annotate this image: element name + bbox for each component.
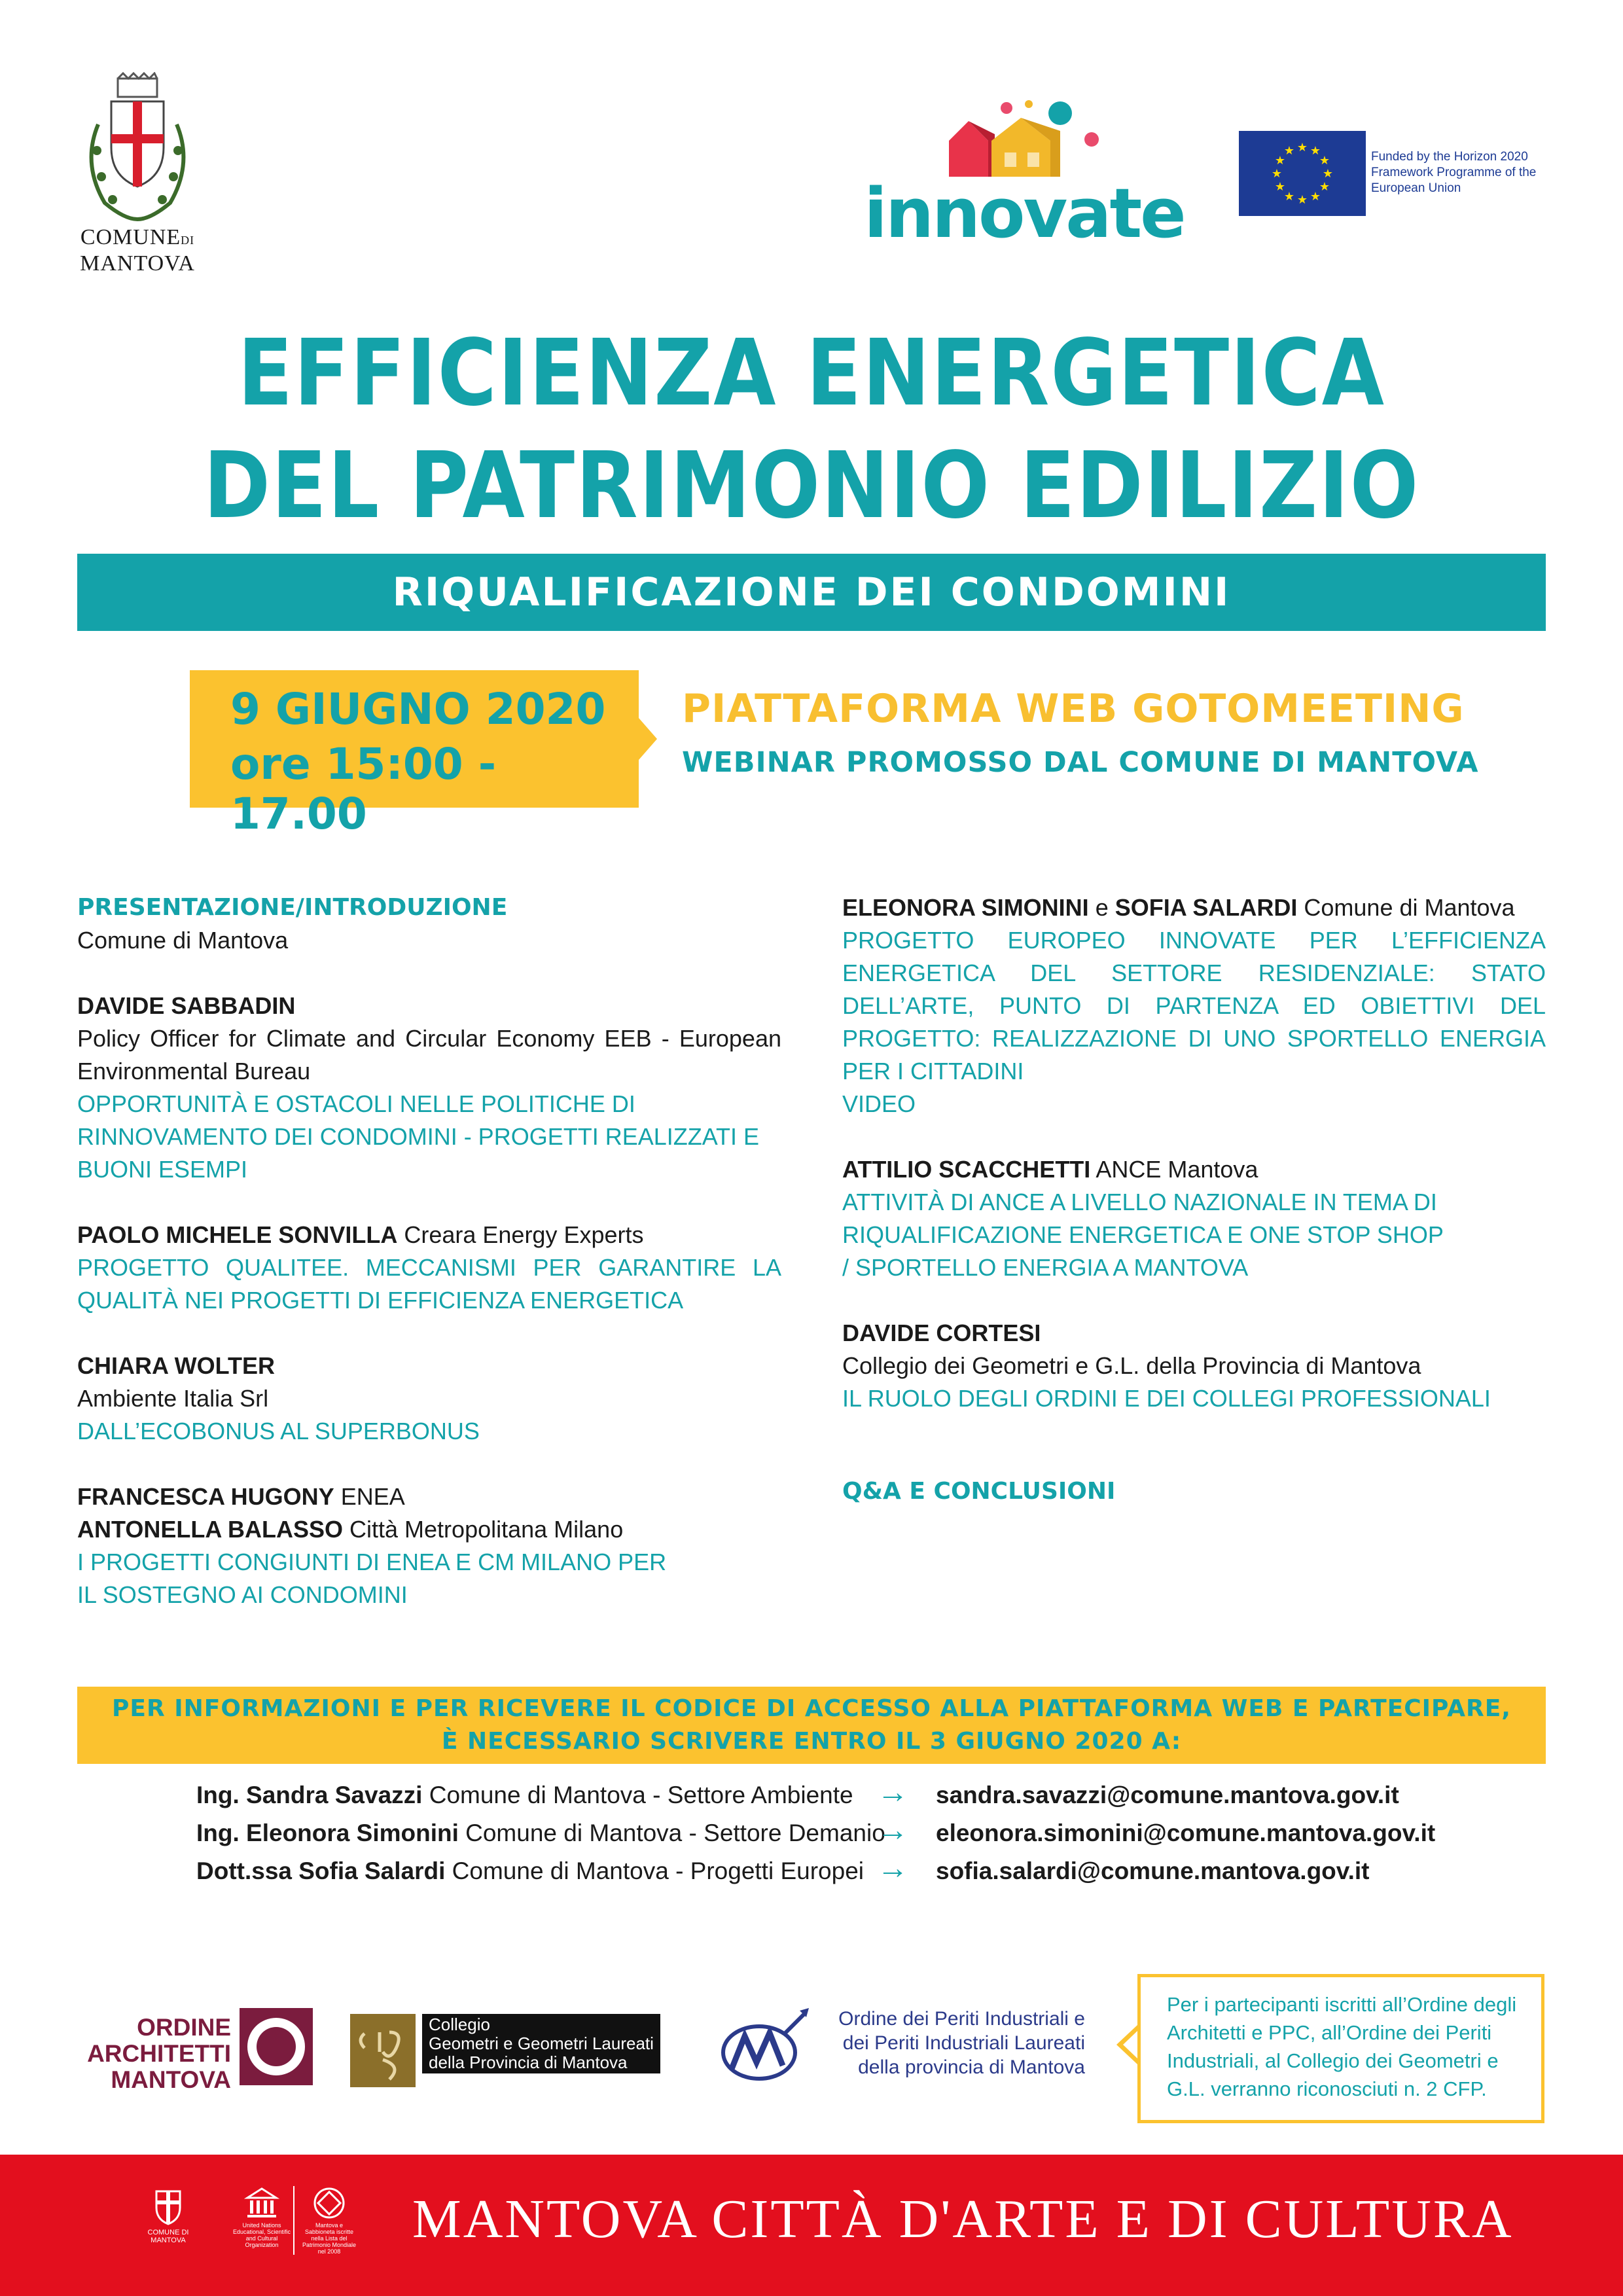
speaker-line (77, 1219, 781, 1251)
subtitle-text: RIQUALIFICAZIONE DEI CONDOMINI (392, 569, 1231, 615)
speaker-org: Ambiente Italia Srl (77, 1385, 269, 1412)
coat-of-arms-icon (149, 2186, 188, 2227)
ordine-architetti-mark-icon (240, 2008, 313, 2085)
svg-text:★: ★ (1274, 180, 1286, 194)
talk-topic: OPPORTUNITÀ E OSTACOLI NELLE POLITICHE DI RINNOVAMENTO DEI CONDOMINI - PROGETTI REALIZZATI E BUONI ESEMPI (77, 1090, 760, 1183)
arrow-right-icon: → (877, 1851, 908, 1886)
periti-text (810, 2007, 1085, 2079)
speaker-name: CHIARA WOLTER (77, 1352, 275, 1379)
svg-text:★: ★ (1271, 167, 1283, 181)
event-promoter: WEBINAR PROMOSSO DAL COMUNE DI MANTOVA (682, 746, 1479, 779)
svg-text:★: ★ (1274, 154, 1286, 168)
logo-text-line: ORDINE (137, 2014, 231, 2041)
cfp-note-box (1137, 1974, 1544, 2123)
talk-topic: ATTIVITÀ DI ANCE A LIVELLO NAZIONALE IN TEMA DI RIQUALIFICAZIONE ENERGETICA E ONE STOP SHOP / SPORTELLO ENERGIA A MANTOVA (842, 1189, 1444, 1281)
footer-logo-text: COMUNE DI MANTOVA (147, 2229, 189, 2244)
innovate-logo (864, 95, 1185, 252)
contact-list (196, 1776, 1440, 1890)
temple-icon (242, 2186, 281, 2220)
logo-text-line: Ordine dei Periti Industriali e (838, 2008, 1085, 2030)
contact-email[interactable]: eleonora.simonini@comune.mantova.gov.it (936, 1820, 1436, 1846)
speaker-org: Creara Energy Experts (397, 1221, 644, 1248)
speaker-role: Policy Officer for Climate and Circular Economy EEB - European Environmental Bureau (77, 1025, 781, 1085)
speaker-org: ANCE Mantova (1090, 1156, 1258, 1183)
contact-dept: Comune di Mantova - Settore Ambiente (422, 1782, 853, 1808)
eu-funding-text: Funded by the Horizon 2020 Framework Programme of the European Union (1371, 150, 1537, 195)
event-time: ore 15:00 - 17.00 (230, 739, 497, 839)
contact-dept: Comune di Mantova - Settore Demanio (458, 1820, 885, 1846)
svg-text:★: ★ (1310, 144, 1321, 158)
speaker-name: FRANCESCA HUGONY (77, 1483, 334, 1510)
date-box-pointer (639, 718, 657, 760)
closing-heading: Q&A E CONCLUSIONI (842, 1478, 1116, 1505)
cfp-box-pointer-inner (1123, 2031, 1137, 2058)
talk-topic: PROGETTO EUROPEO INNOVATE PER L’EFFICIENZA ENERGETICA DEL SETTORE RESIDENZIALE: STATO DELL’ARTE, PUNTO DI PARTENZA ED OBIETTIVI DEL PROGETTO: REALIZZAZIONE DI UNO SPORTELLO ENERGIA PER I CITTADINI (842, 927, 1546, 1085)
intro-org: Comune di Mantova (77, 927, 289, 954)
logo-text-line: della Provincia di Mantova (429, 2053, 628, 2072)
speaker-name: PAOLO MICHELE SONVILLA (77, 1221, 398, 1248)
footer-banner (0, 2155, 1623, 2296)
ordine-architetti-text (77, 2015, 231, 2093)
svg-text:★: ★ (1319, 154, 1330, 168)
speaker-join: e (1088, 894, 1115, 921)
talk-topic: IL RUOLO DEGLI ORDINI E DEI COLLEGI PROFESSIONALI (842, 1385, 1491, 1412)
event-platform: PIATTAFORMA WEB GOTOMEETING (682, 686, 1465, 732)
collegio-mark-icon (350, 2014, 416, 2087)
talk-topic: PROGETTO QUALITEE. MECCANISMI PER GARANTIRE LA QUALITÀ NEI PROGETTI DI EFFICIENZA ENERGETICA (77, 1254, 781, 1314)
collegio-geometri-logo (350, 2014, 677, 2089)
program-left-column (77, 891, 781, 1611)
speaker-line (77, 1480, 781, 1513)
title-line-1: EFFICIENZA ENERGETICA (238, 320, 1385, 427)
logo-text-line: Geometri e Geometri Laureati (429, 2034, 654, 2053)
coat-of-arms-icon (72, 72, 203, 223)
speaker-org: Collegio dei Geometri e G.L. della Provincia di Mantova (842, 1352, 1421, 1379)
speaker-name: DAVIDE SABBADIN (77, 992, 296, 1019)
speaker-line (842, 1153, 1546, 1186)
logo-text-line: Collegio (429, 2015, 490, 2034)
contact-row (196, 1814, 1440, 1852)
arrow-right-icon: → (877, 1813, 908, 1848)
footer-logo-text: Mantova e Sabbioneta iscritte nella Lista del Patrimonio Mondiale nel 2008 (302, 2222, 357, 2255)
talk-topic: I PROGETTI CONGIUNTI DI ENEA E CM MILANO PER IL SOSTEGNO AI CONDOMINI (77, 1549, 667, 1608)
svg-text:★: ★ (1322, 167, 1334, 181)
svg-text:★: ★ (1319, 180, 1330, 194)
contact-person (196, 1852, 864, 1890)
speaker-name: SOFIA SALARDI (1115, 894, 1298, 921)
logo-text-line: ARCHITETTI (87, 2040, 231, 2067)
intro-heading: PRESENTAZIONE/INTRODUZIONE (77, 894, 508, 921)
comune-logo-text: COMUNEDI MANTOVA (80, 225, 195, 276)
speaker-line (842, 891, 1546, 924)
contact-row (196, 1852, 1440, 1890)
ordine-periti-logo (720, 2007, 1086, 2092)
footer-heritage-logo (293, 2186, 359, 2255)
info-line-1: PER INFORMAZIONI E PER RICEVERE IL CODICE DI ACCESSO ALLA PIATTAFORMA WEB E PARTECIPARE, (112, 1695, 1511, 1722)
houses-icon (864, 95, 1185, 180)
world-heritage-icon (310, 2186, 349, 2220)
contact-person (196, 1776, 853, 1814)
innovate-wordmark: innovate (864, 173, 1185, 253)
svg-text:★: ★ (1310, 190, 1321, 204)
logo-text-line: della provincia di Mantova (858, 2056, 1085, 2078)
footer-comune-logo (145, 2186, 191, 2244)
contact-row (196, 1776, 1440, 1814)
speaker-org: Città Metropolitana Milano (343, 1516, 624, 1543)
cfp-note-text: Per i partecipanti iscritti all’Ordine degli Architetti e PPC, all’Ordine dei Periti Industriali, al Collegio dei Geometri e G.L. verranno riconosciuti n. 2 CFP. (1167, 1993, 1517, 2100)
footer-unesco-logo (232, 2186, 291, 2248)
logo-text-line: dei Periti Industriali Laureati (842, 2032, 1085, 2054)
footer-title: MANTOVA CITTÀ D'ARTE E DI CULTURA (412, 2189, 1514, 2250)
svg-text:★: ★ (1283, 144, 1295, 158)
svg-text:★: ★ (1296, 141, 1308, 154)
contact-email[interactable]: sandra.savazzi@comune.mantova.gov.it (936, 1782, 1399, 1808)
arrow-right-icon: → (877, 1775, 908, 1810)
logo-text-line: MANTOVA (111, 2066, 231, 2093)
speaker-name: ANTONELLA BALASSO (77, 1516, 344, 1543)
contact-name: Ing. Eleonora Simonini (196, 1820, 459, 1846)
speaker-line (77, 1513, 781, 1546)
collegio-text (422, 2014, 660, 2073)
video-label: VIDEO (842, 1090, 916, 1117)
footer-logo-text: United Nations Educational, Scientific and Cultural Organization (232, 2222, 291, 2248)
speaker-name: DAVIDE CORTESI (842, 1319, 1041, 1346)
talk-topic: DALL’ECOBONUS AL SUPERBONUS (77, 1418, 480, 1444)
contact-person (196, 1814, 885, 1852)
info-banner (77, 1687, 1546, 1764)
ordine-architetti-logo (77, 2008, 313, 2093)
svg-text:★: ★ (1296, 193, 1308, 207)
event-date: 9 GIUGNO 2020 (230, 684, 606, 734)
title-line-2: DEL PATRIMONIO EDILIZIO (203, 433, 1420, 539)
speaker-org: Comune di Mantova (1297, 894, 1515, 921)
contact-dept: Comune di Mantova - Progetti Europei (445, 1857, 864, 1884)
svg-text:★: ★ (1283, 190, 1295, 204)
program-right-column (842, 891, 1546, 1508)
page-title (0, 317, 1623, 543)
eu-flag-icon (1239, 131, 1366, 216)
subtitle-banner (77, 554, 1546, 631)
periti-mark-icon (720, 2007, 812, 2085)
contact-email[interactable]: sofia.salardi@comune.mantova.gov.it (936, 1857, 1370, 1884)
speaker-name: ELEONORA SIMONINI (842, 894, 1089, 921)
comune-di-mantova-logo (72, 72, 203, 275)
contact-name: Ing. Sandra Savazzi (196, 1782, 423, 1808)
contact-name: Dott.ssa Sofia Salardi (196, 1857, 446, 1884)
info-line-2: È NECESSARIO SCRIVERE ENTRO IL 3 GIUGNO 2020 A: (441, 1728, 1182, 1755)
speaker-org: ENEA (334, 1483, 405, 1510)
speaker-name: ATTILIO SCACCHETTI (842, 1156, 1091, 1183)
date-box (190, 670, 639, 839)
